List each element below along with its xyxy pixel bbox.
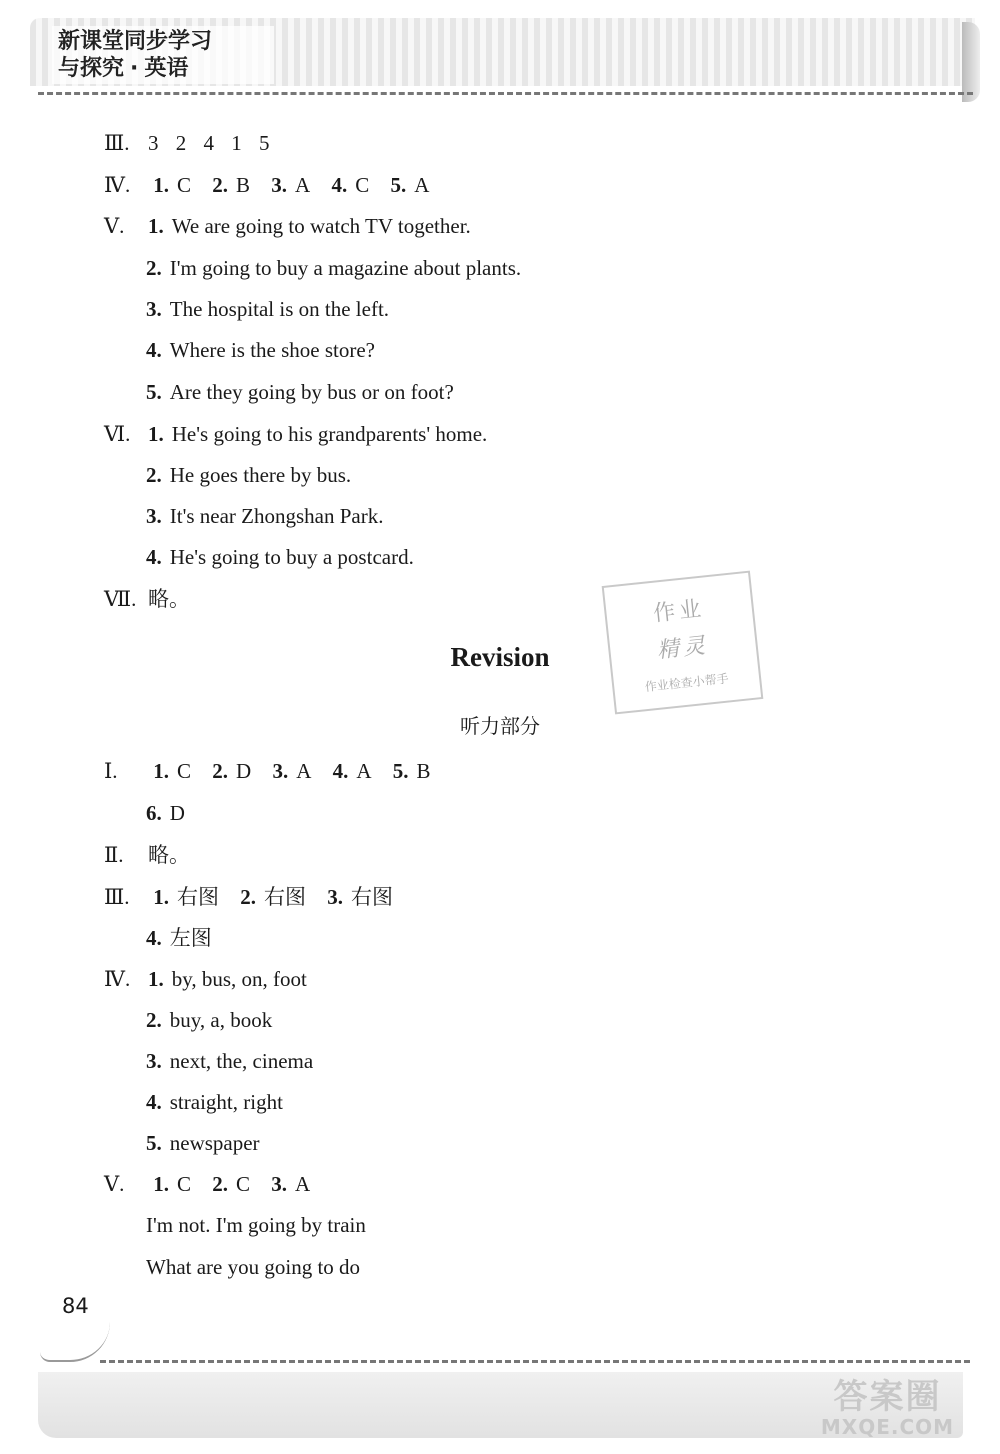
- revision-4-item: 4. straight, right: [146, 1090, 283, 1114]
- revision-4-item: 3. next, the, cinema: [146, 1049, 314, 1073]
- section-6-item: Ⅵ. 1. He's going to his grandparents' home.: [104, 422, 488, 446]
- revision-2-answers: Ⅱ. 略。: [104, 843, 190, 867]
- section-5-item: 4. Where is the shoe store?: [146, 338, 376, 362]
- section-5-item: 5. Are they going by bus or on foot?: [146, 380, 454, 404]
- revision-3-extra: 4. 左图: [146, 926, 212, 950]
- page-header: [0, 0, 1000, 110]
- revision-4-item: 2. buy, a, book: [146, 1008, 273, 1032]
- section-5-item: Ⅴ. 1. We are going to watch TV together.: [104, 214, 471, 238]
- site-watermark: 答案圈 MXQE.COM: [820, 1377, 955, 1439]
- revision-4-item: Ⅳ. 1. by, bus, on, foot: [104, 967, 307, 991]
- section-7-answers: Ⅶ. 略。: [104, 587, 190, 611]
- leaf-decoration: [40, 1316, 110, 1362]
- revision-1-extra: 6. D: [146, 801, 185, 825]
- revision-5-line2: I'm not. I'm going by train: [146, 1213, 366, 1237]
- section-6-item: 4. He's going to buy a postcard.: [146, 545, 414, 569]
- footer-divider: [100, 1360, 970, 1363]
- revision-3-answers: Ⅲ. 1. 右图 2. 右图 3. 右图: [104, 885, 393, 909]
- section-4-answers: Ⅳ. 1. C 2. B 3. A 4. C 5. A: [104, 173, 430, 197]
- section-5-item: 2. I'm going to buy a magazine about plants.: [146, 256, 522, 280]
- section-6-item: 2. He goes there by bus.: [146, 463, 352, 487]
- homework-stamp: 作业 精灵 作业检查小帮手: [602, 571, 764, 715]
- revision-title: Revision: [450, 642, 550, 672]
- section-6-item: 3. It's near Zhongshan Park.: [146, 504, 384, 528]
- book-title-line2: 与探究 · 英语: [58, 56, 189, 81]
- header-divider: [38, 92, 973, 95]
- revision-1-answers: Ⅰ. 1. C 2. D 3. A 4. A 5. B: [104, 759, 431, 783]
- page-number: 84: [62, 1294, 89, 1318]
- section-3-answers: Ⅲ. 3 2 4 1 5: [104, 131, 276, 155]
- header-page-curl: [962, 22, 980, 102]
- book-title-line1: 新课堂同步学习: [58, 29, 213, 54]
- revision-5-answers: Ⅴ. 1. C 2. C 3. A: [104, 1172, 311, 1196]
- revision-5-line3: What are you going to do: [146, 1255, 361, 1279]
- revision-4-item: 5. newspaper: [146, 1131, 260, 1155]
- book-title: [52, 26, 274, 84]
- listening-subtitle: 听力部分: [460, 714, 540, 738]
- section-3-text: 3 2 4 1 5: [148, 131, 276, 155]
- section-5-item: 3. The hospital is on the left.: [146, 297, 390, 321]
